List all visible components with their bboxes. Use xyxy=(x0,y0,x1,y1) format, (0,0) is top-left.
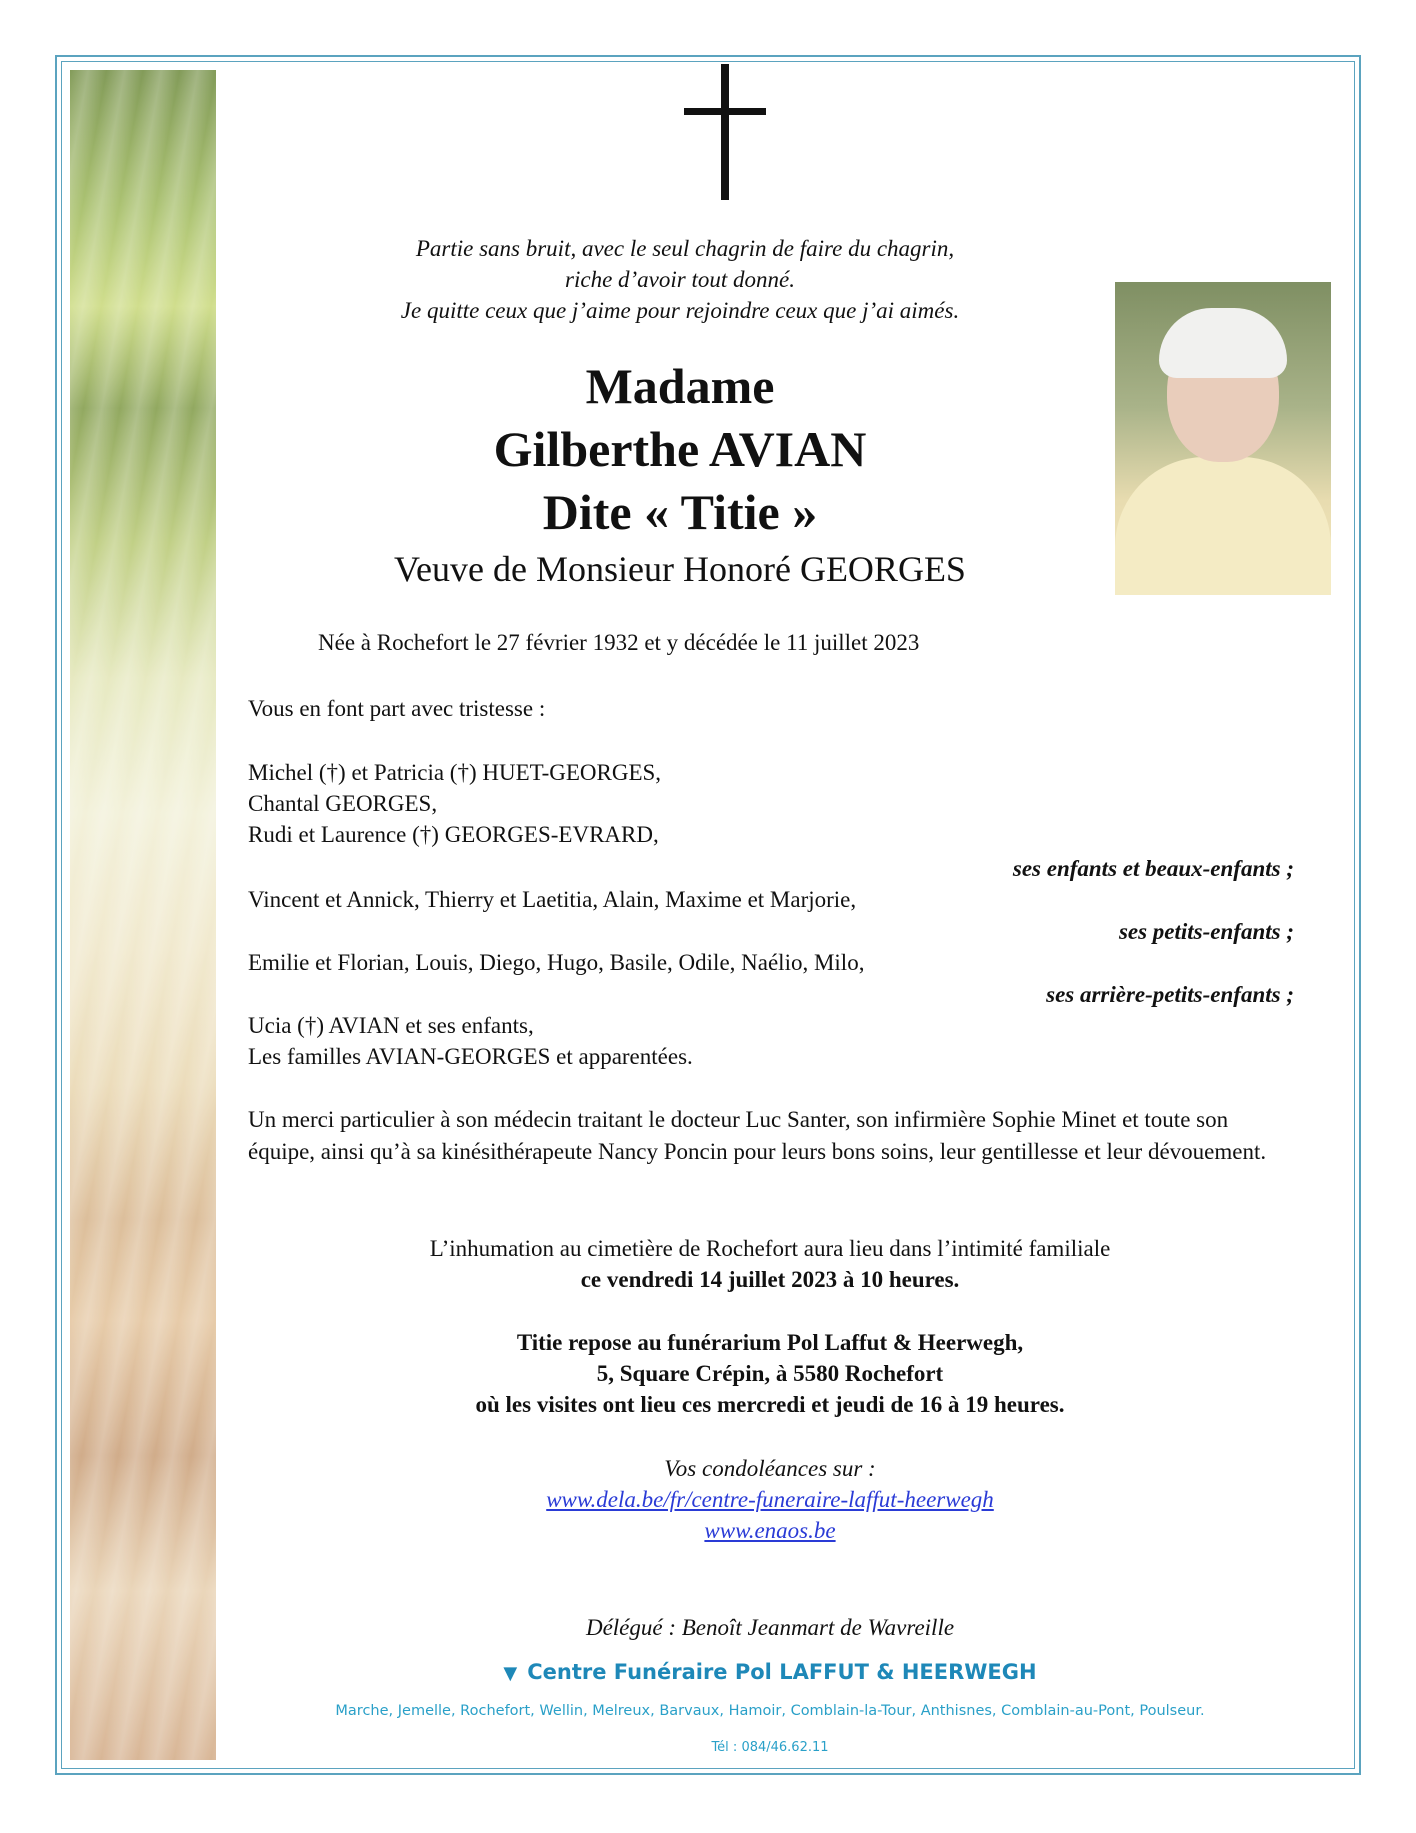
delegate-line: Délégué : Benoît Jeanmart de Wavreille xyxy=(585,1615,955,1640)
poem-line-3: Je quitte ceux que j’aime pour rejoindre ceux que j’ai aimés. xyxy=(400,298,960,323)
funeral-home-name: Centre Funéraire Pol LAFFUT & HEERWEGH xyxy=(527,1660,1037,1684)
burial-info xyxy=(270,1233,1270,1295)
poem-line-1: Partie sans bruit, avec le seul chagrin de faire du chagrin, xyxy=(415,236,955,261)
birth-death-line: Née à Rochefort le 27 février 1932 et y décédée le 11 juillet 2023 xyxy=(318,630,920,655)
great-grandchildren-caption: ses arrière-petits-enfants ; xyxy=(1046,982,1294,1007)
poem xyxy=(230,233,1130,326)
rest-info xyxy=(270,1327,1270,1420)
rest-line-1: Titie repose au funérarium Pol Laffut & Heerwegh, xyxy=(516,1330,1024,1355)
funeral-home-brand xyxy=(270,1660,1270,1684)
grandchildren-caption: ses petits-enfants ; xyxy=(1118,919,1294,944)
condolences xyxy=(270,1453,1270,1546)
family-children-3: Rudi et Laurence (†) GEORGES-EVRARD, xyxy=(248,822,659,847)
condolences-link-dela[interactable]: www.dela.be/fr/centre-funeraire-laffut-heerwegh xyxy=(546,1487,994,1512)
family-grandchildren: Vincent et Annick, Thierry et Laetitia, Alain, Maxime et Marjorie, xyxy=(248,887,857,912)
cross-icon xyxy=(0,0,1416,220)
condolences-label: Vos condoléances sur : xyxy=(664,1456,876,1481)
children-caption: ses enfants et beaux-enfants ; xyxy=(1012,856,1294,881)
funeral-home-phone: Tél : 084/46.62.11 xyxy=(711,1740,829,1755)
poem-line-2: riche d’avoir tout donné. xyxy=(565,267,795,292)
title-madame: Madame xyxy=(585,358,775,414)
burial-line-1: L’inhumation au cimetière de Rochefort aura lieu dans l’intimité familiale xyxy=(429,1236,1111,1261)
nickname: Dite « Titie » xyxy=(542,484,818,540)
rest-line-2: 5, Square Crépin, à 5580 Rochefort xyxy=(596,1361,944,1386)
condolences-link-enaos[interactable]: www.enaos.be xyxy=(704,1518,836,1543)
decorative-forest-strip xyxy=(70,70,216,1760)
rest-line-3: où les visites ont lieu ces mercredi et jeudi de 16 à 19 heures. xyxy=(475,1392,1065,1417)
intro-line: Vous en font part avec tristesse : xyxy=(248,696,546,721)
family-others-2: Les familles AVIAN-GEORGES et apparentées. xyxy=(248,1044,693,1069)
funeral-home-towns: Marche, Jemelle, Rochefort, Wellin, Melreux, Barvaux, Hamoir, Comblain-la-Tour, Anthisnes, Comblain-au-Pont, Poulseur. xyxy=(335,1703,1205,1719)
family-others-1: Ucia (†) AVIAN et ses enfants, xyxy=(248,1013,534,1038)
triangle-down-icon: ▼ xyxy=(503,1663,518,1684)
portrait-photo xyxy=(1115,282,1331,595)
deceased-name: Gilberthe AVIAN xyxy=(493,421,867,477)
family-children-2: Chantal GEORGES, xyxy=(248,791,438,816)
thanks-paragraph: Un merci particulier à son médecin traitant le docteur Luc Santer, son infirmière Sophie Minet et toute son équipe, ainsi qu’à sa kinésithérapeute Nancy Poncin pour leurs bons soins, leur gentillesse et leur dévouement. xyxy=(248,1107,1267,1164)
burial-line-2: ce vendredi 14 juillet 2023 à 10 heures. xyxy=(580,1267,960,1292)
family-great-grandchildren: Emilie et Florian, Louis, Diego, Hugo, Basile, Odile, Naélio, Milo, xyxy=(248,950,865,975)
family-children-1: Michel (†) et Patricia (†) HUET-GEORGES, xyxy=(248,760,662,785)
widow-line: Veuve de Monsieur Honoré GEORGES xyxy=(394,549,966,589)
